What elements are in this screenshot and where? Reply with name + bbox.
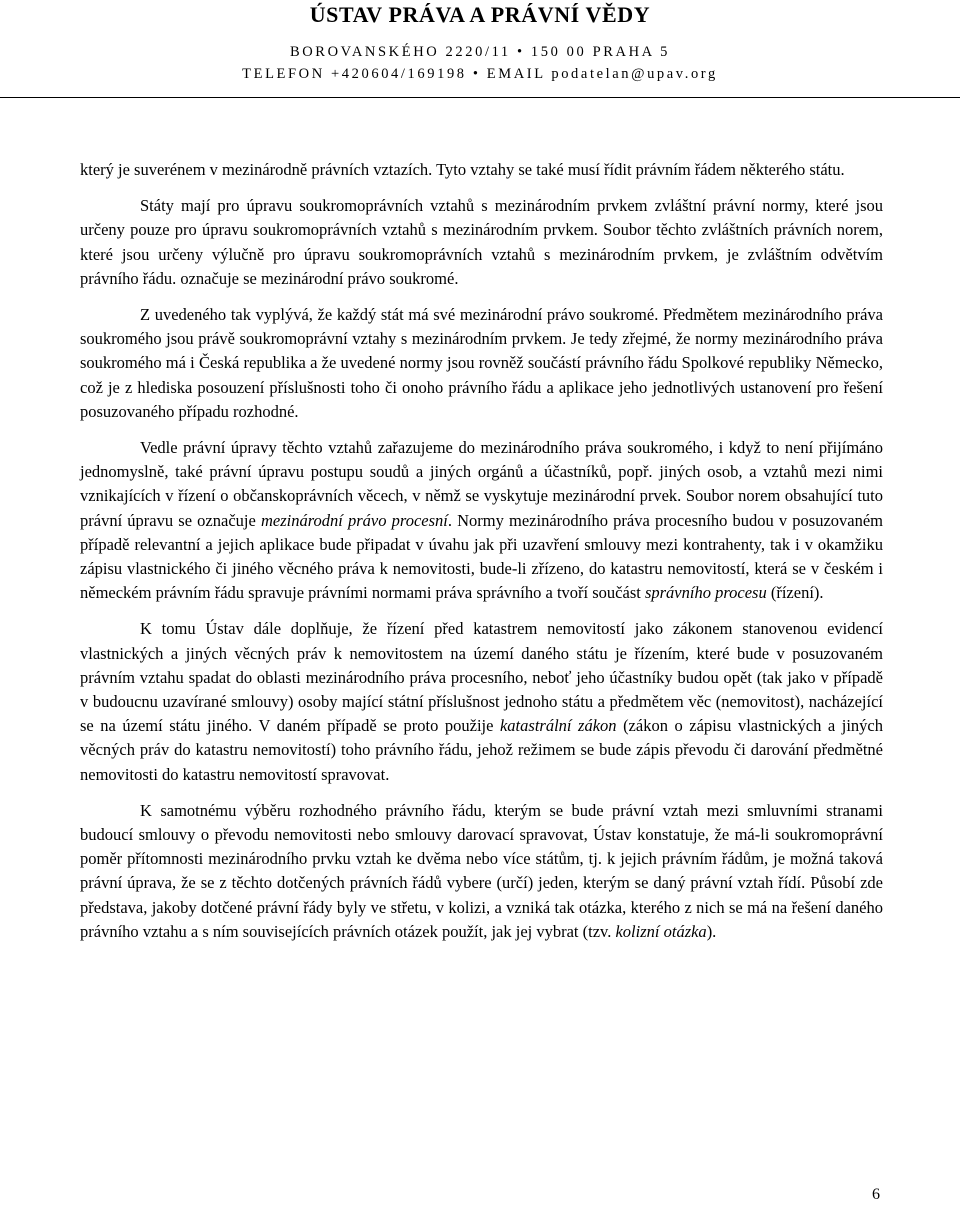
paragraph-1: který je suverénem v mezinárodně právních vztazích. Tyto vztahy se také musí řídit právním řádem některého státu.	[80, 160, 845, 179]
institution-title: ÚSTAV PRÁVA A PRÁVNÍ VĚDY	[309, 2, 651, 27]
paragraph-4-text-c: (řízení).	[766, 583, 824, 603]
paragraph-5-text-a: K tomu Ústav dále doplňuje, že řízení před katastrem nemovitostí jako zákonem stanovenou evidencí vlastnických a jiných věcných práv k nemovitostem na území daného státu je řízením, které bude v posuzovaném právním vztahu spadat do oblasti mezinárodního práva procesního, neboť jeho účastníky budou opět (tak jako v případě v budoucnu uzavírané smlouvy) osoby mající státní příslušnost jednoho státu a předmětem věc (nemovitost), nacházející se na území státu jiného. V daném případě se proto použije	[80, 619, 883, 736]
page-number: 6	[872, 1186, 880, 1203]
paragraph-3: Z uvedeného tak vyplývá, že každý stát má své mezinárodní právo soukromé. Předmětem mezinárodního práva soukromého jsou právě soukromoprávní vztahy s mezinárodním prvkem. Je tedy zřejmé, že normy mezinárodního práva soukromého má i Česká republika a že uvedené normy jsou rovněž součástí právního řádu Spolkové republiky Německo, což je z hlediska posouzení příslušnosti toho či onoho právního řádu a aplikace jeho jednotlivých ustanovení pro řešení posuzovaného případu rozhodné.	[80, 305, 883, 421]
paragraph-6	[80, 799, 883, 944]
paragraph-2: Státy mají pro úpravu soukromoprávních vztahů s mezinárodním prvkem zvláštní právní normy, které jsou určeny pouze pro úpravu soukromoprávních vztahů s mezinárodním prvkem. Soubor těchto zvláštních právních norem, které jsou určeny výlučně pro úpravu soukromoprávních vztahů s mezinárodním prvkem, je zvláštním odvětvím právního řádu. označuje se mezinárodní právo soukromé.	[80, 196, 883, 288]
document-body	[80, 158, 883, 944]
term-cadastral-act: katastrální zákon	[499, 716, 617, 736]
paragraph-4	[80, 436, 883, 605]
paragraph-6-text-b: ).	[706, 921, 717, 941]
header-divider	[0, 97, 960, 98]
term-procedural-law: mezinárodní právo procesní	[260, 510, 448, 530]
paragraph-6-text-a: K samotnému výběru rozhodného právního řádu, kterým se bude právní vztah mezi smluvními stranami budoucí smlouvy o převodu nemovitosti nebo smlouvy darovací spravovat, Ústav konstatuje, že má-li soukromoprávní poměr přítomnosti mezinárodního prvku vztah ke dvěma nebo více státům, tj. k jejich právním řádům, je možná taková právní úprava, že se z těchto dotčených právních řádů vybere (určí) jeden, kterým se daný právní vztah řídí. Působí zde představa, jakoby dotčené právní řády byly ve střetu, v kolizi, a vzniká tak otázka, kterého z nich se má na řešení daného právního vztahu a s ním souvisejících právních otázek použít, jak jej vybrat (tzv.	[80, 800, 883, 941]
term-administrative-process: správního procesu	[644, 583, 767, 603]
paragraph-5-text-b: (zákon o zápisu vlastnických a jiných věcných práv do katastru nemovitostí) toho právního řádu, jehož režimem se bude zápis převodu či darování předmětné nemovitosti do katastru nemovitostí spravovat.	[80, 716, 883, 784]
paragraph-4-text-b: . Normy mezinárodního práva procesního budou v posuzovaném případě relevantní a jejich aplikace bude připadat v úvahu jak při uzavření smlouvy mezi kontrahenty, tak i v okamžiku zápisu vlastnického či jiného věcného práva k nemovitosti, bude-li zřízeno, do katastru nemovitostí, která se v českém i německém právním řádu spravuje právními normami práva správního a tvoří součást	[80, 510, 884, 603]
paragraph-4-text-a: Vedle právní úpravy těchto vztahů zařazujeme do mezinárodního práva soukromého, i když to není přijímáno jednomyslně, také právní úpravu postupu soudů a jiných orgánů a účastníků, popř. jiných osob, a vztahů mezi nimi vznikajících v řízení o občanskoprávních věcech, v němž se vyskytuje mezinárodní prvek. Soubor norem obsahující tuto právní úpravu se označuje	[80, 438, 883, 530]
institution-address: BOROVANSKÉHO 2220/11 • 150 00 PRAHA 5	[289, 44, 671, 60]
institution-contact: TELEFON +420604/169198 • EMAIL podatelan@upav.org	[242, 66, 718, 82]
paragraph-5	[80, 617, 883, 786]
term-conflict-question: kolizní otázka	[615, 921, 707, 941]
